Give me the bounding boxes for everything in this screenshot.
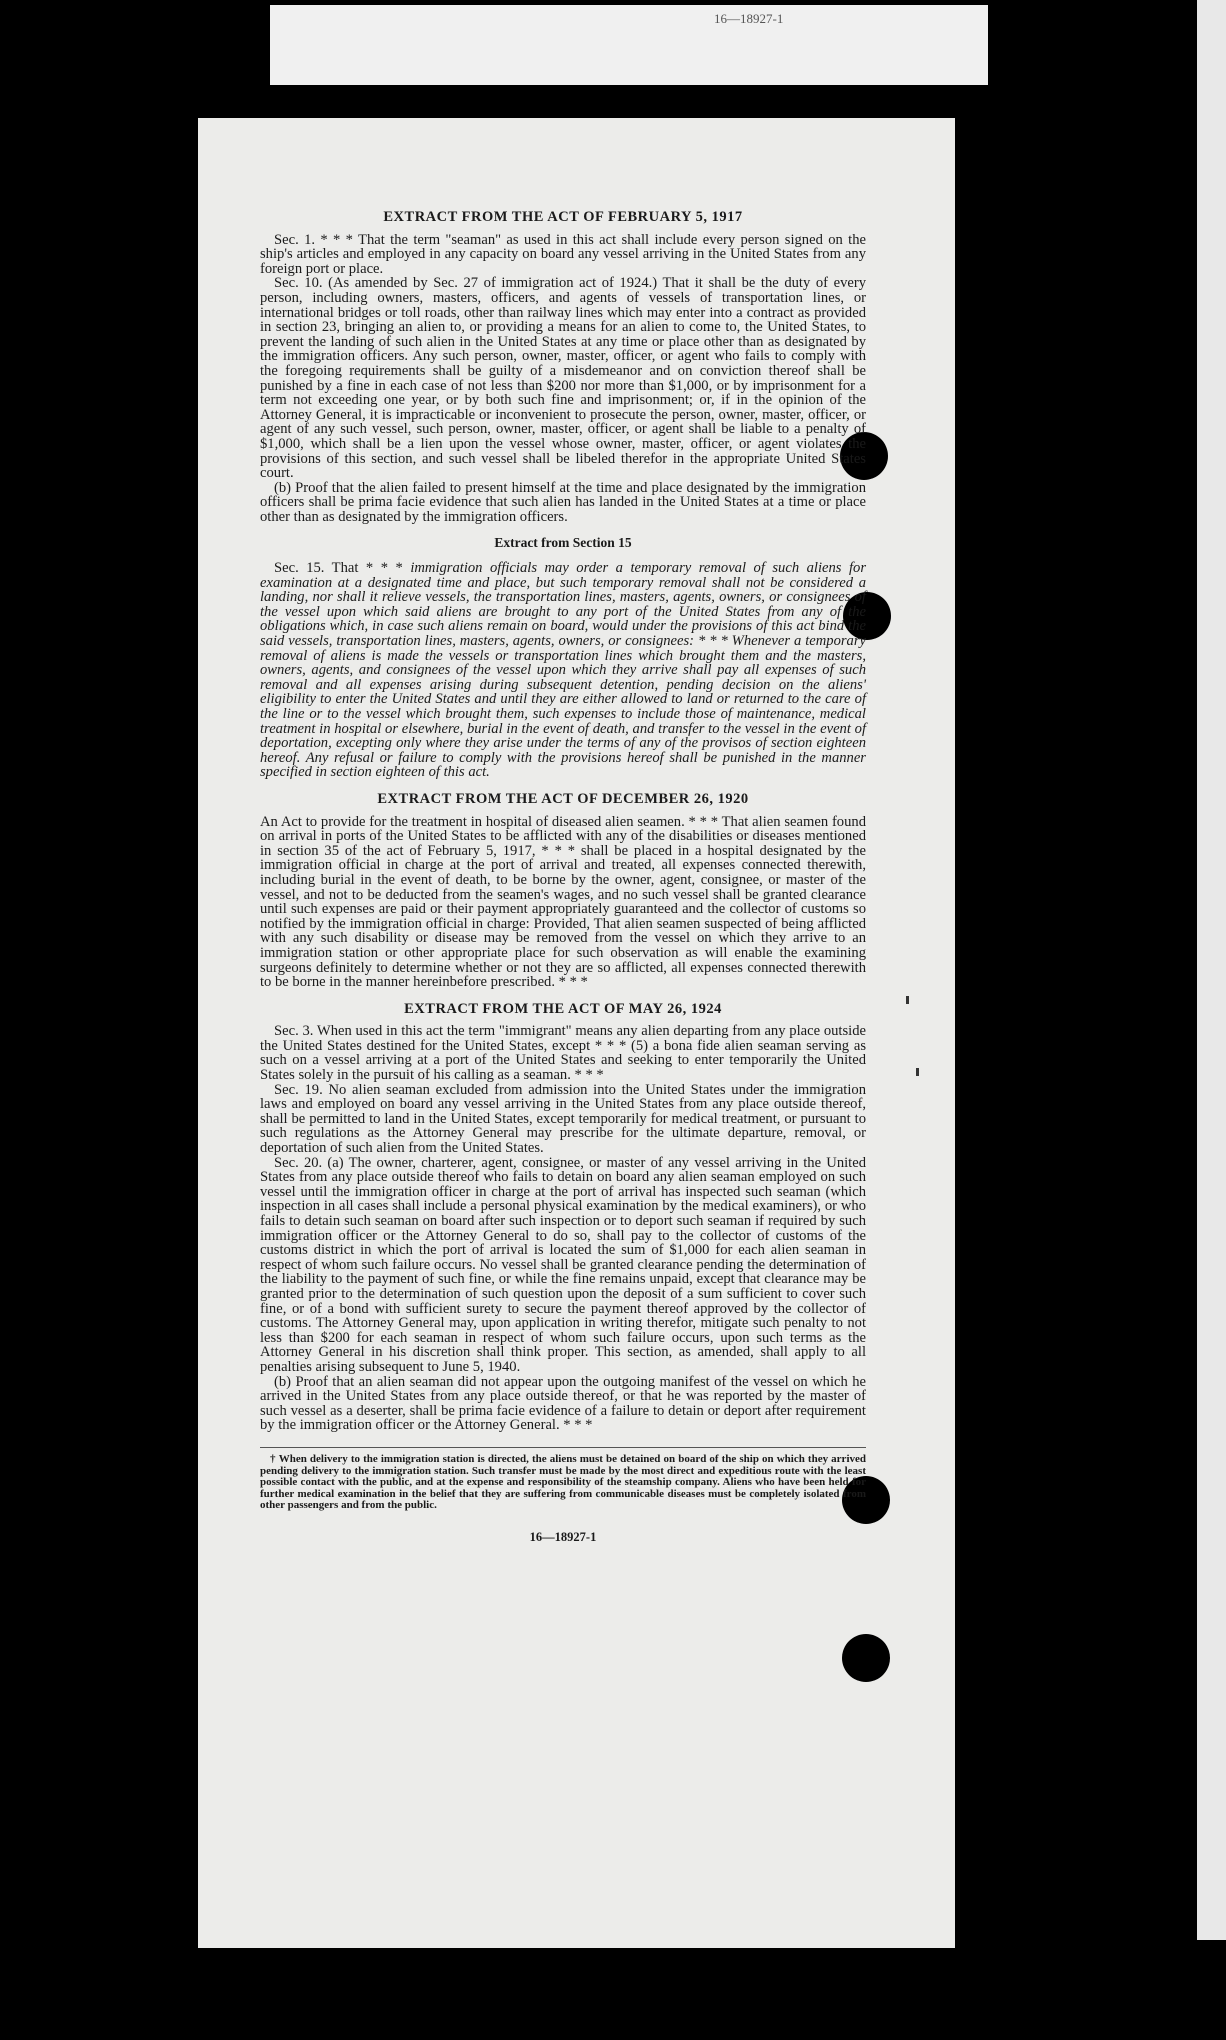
mark (916, 1068, 919, 1076)
subheading-section-15: Extract from Section 15 (494, 535, 632, 551)
document-page (198, 118, 955, 1948)
slip-label: 16—18927-1 (714, 11, 784, 26)
paragraph-sec-15 (260, 561, 866, 780)
paragraph-sec-1: Sec. 1. * * * That the term "seaman" as used in this act shall include every person signed on the ship's articles and employed in any capacity on board any vessel arriving in the United States from any foreign port or place. (260, 231, 866, 277)
paragraph-sec-10b: (b) Proof that the alien failed to present himself at the time and place designated by the immigration officers shall be prima facie evidence that such alien has landed in the United States at a time or place other than as designated by the immigration officers. (260, 479, 866, 525)
right-edge-strip (1197, 0, 1226, 1940)
sec-15-text: immigration officials may order a temporary removal of such aliens for examination at a designated time and place, but such temporary removal shall not be considered a landing, nor shall it relieve vessels, the transportation lines, masters, agents, owners, or consignees of the vessel upon which said aliens are brought to any port of the United States from any of the obligations which, in case such aliens remain on board, would under the provisions of this act bind the said vessels, transportation lines, masters, agents, owners, or consignees: * * * Whenever a temporary removal of aliens is made the vessels or transportation lines which brought them and the masters, owners, agents, and consignees of the vessel upon which they arrive shall pay all expenses of such removal and all expenses arising during subsequent detention, pending decision on the aliens' eligibility to enter the United States and until they are either allowed to land or returned to the care of the line or to the vessel which brought them, such expenses to include those of maintenance, medical treatment in hospital or elsewhere, burial in the event of death, and transfer to the vessel in the event of deportation, excepting only where they arise under the terms of any of the provisos of section eighteen hereof. Any refusal or failure to comply with the provisions hereof shall be punished in the manner specified in section eighteen of this act. (260, 560, 866, 781)
heading-dec-1920: EXTRACT FROM THE ACT OF DECEMBER 26, 1920 (377, 790, 749, 807)
top-attached-slip (270, 5, 988, 85)
punch-hole (842, 1634, 890, 1682)
paragraph-sec-20a: Sec. 20. (a) The owner, charterer, agent, consignee, or master of any vessel arriving in the United States from any place outside thereof who fails to detain on board any alien seaman employed on such vessel until the immigration officer in charge at the port of arrival has inspected such seaman (which inspection in all cases shall include a personal physical examination by the medical examiners), or who fails to detain such seaman on board after such inspection or to deport such seaman if required by such immigration officer or the Attorney General to do so, shall pay to the collector of customs of the customs district in which the port of arrival is located the sum of $1,000 for each alien seaman in respect of whom such failure occurs. No vessel shall be granted clearance pending the determination of the liability to the payment of such fine, or while the fine remains unpaid, except that clearance may be granted prior to the determination of such question upon the deposit of a sum sufficient to cover such fine, or of a bond with sufficient surety to secure the payment thereof approved by the collector of customs. The Attorney General may, upon application in writing therefor, mitigate such penalty to not less than $200 for each seaman in respect of whom such failure occurs, upon such terms as the Attorney General in his discretion shall think proper. This section, as amended, shall apply to all penalties arising subsequent to June 5, 1940. (260, 1154, 866, 1375)
footnote (260, 1447, 866, 1512)
document-body (260, 210, 866, 1544)
paragraph-sec-3: Sec. 3. When used in this act the term "immigrant" means any alien departing from any place outside the United States destined for the United States, except * * * (5) a bona fide alien seaman serving as such on a vessel arriving at a port of the United States and seeking to enter temporarily the United States solely in the pursuit of his calling as a seaman. * * * (260, 1023, 866, 1084)
document-number: 16—18927-1 (529, 1529, 597, 1544)
heading-feb-1917: EXTRACT FROM THE ACT OF FEBRUARY 5, 1917 (383, 209, 743, 225)
mark (906, 996, 909, 1004)
paragraph-dec-1920: An Act to provide for the treatment in hospital of diseased alien seamen. * * * That alien seamen found on arrival in ports of the United States to be afflicted with any of the disabilities or diseases mentioned in section 35 of the act of February 5, 1917, * * * shall be placed in a hospital designated by the immigration official in charge at the port of arrival and treated, all expenses connected therewith, including burial in the event of death, to be borne by the owner, agent, consignee, or master of the vessel, and not to be deducted from the seamen's wages, and no such vessel shall be granted clearance until such expenses are paid or their payment appropriately guaranteed and the collector of customs so notified by the immigration official in charge: Provided, That alien seamen suspected of being afflicted with any such disability or disease may be removed from the vessel on which they arrive to an immigration station or other appropriate place for such observation as will enable the examining surgeons definitely to determine whether or not they are so afflicted, all expenses connected therewith to be borne in the manner hereinbefore prescribed. * * * (260, 813, 866, 991)
heading-may-1924: EXTRACT FROM THE ACT OF MAY 26, 1924 (404, 1000, 722, 1017)
paragraph-sec-20b: (b) Proof that an alien seaman did not appear upon the outgoing manifest of the vessel on which he arrived in the United States from any place outside thereof, or that he was reported by the master of such vessel as a deserter, shall be prima facie evidence of a failure to detain or deport after requirement by the immigration officer or the Attorney General. * * * (260, 1373, 866, 1434)
footnote-text: † When delivery to the immigration station is directed, the aliens must be detained on board of the ship on which they arrived pending delivery to the immigration station. Such transfer must be made by the most direct and expeditious route with the least possible contact with the public, and at the expense and responsibility of the steamship company. Aliens who have been held for further medical examination in the belief that they are suffering from communicable diseases must be completely isolated from other passengers and from the public. (260, 1452, 866, 1512)
paragraph-sec-19: Sec. 19. No alien seaman excluded from admission into the United States under the immigration laws and employed on board any vessel arriving in the United States from any place outside thereof, shall be permitted to land in the United States, except temporarily for medical treatment, or pursuant to such regulations as the Attorney General may prescribe for the ultimate departure, removal, or deportation of such alien from the United States. (260, 1081, 866, 1157)
paragraph-sec-10: Sec. 10. (As amended by Sec. 27 of immigration act of 1924.) That it shall be the duty of every person, including owners, masters, officers, and agents of vessels of transportation lines, or international bridges or toll roads, other than railway lines which may enter into a contract as provided in section 23, bringing an alien to, or providing a means for an alien to come to, the United States, to prevent the landing of such alien in the United States at any time or place other than as designated by the immigration officers. Any such person, owner, master, officer, or agent who fails to comply with the foregoing requirements shall be guilty of a misdemeanor and on conviction thereof shall be punished by a fine in each case of not less than $200 nor more than $1,000, or by imprisonment for a term not exceeding one year, or by both such fine and imprisonment; or, if in the opinion of the Attorney General, it is impracticable or inconvenient to prosecute the person, owner, master, officer, or agent of any such vessel, such person, owner, master, officer, or agent shall be liable to a penalty of $1,000, which shall be a lien upon the vessel whose owner, master, officer, or agent violates the provisions of this section, and such vessel shall be libeled therefor in the appropriate United States court. (260, 275, 866, 482)
sec-15-lead: Sec. 15. That * * * (274, 560, 403, 577)
